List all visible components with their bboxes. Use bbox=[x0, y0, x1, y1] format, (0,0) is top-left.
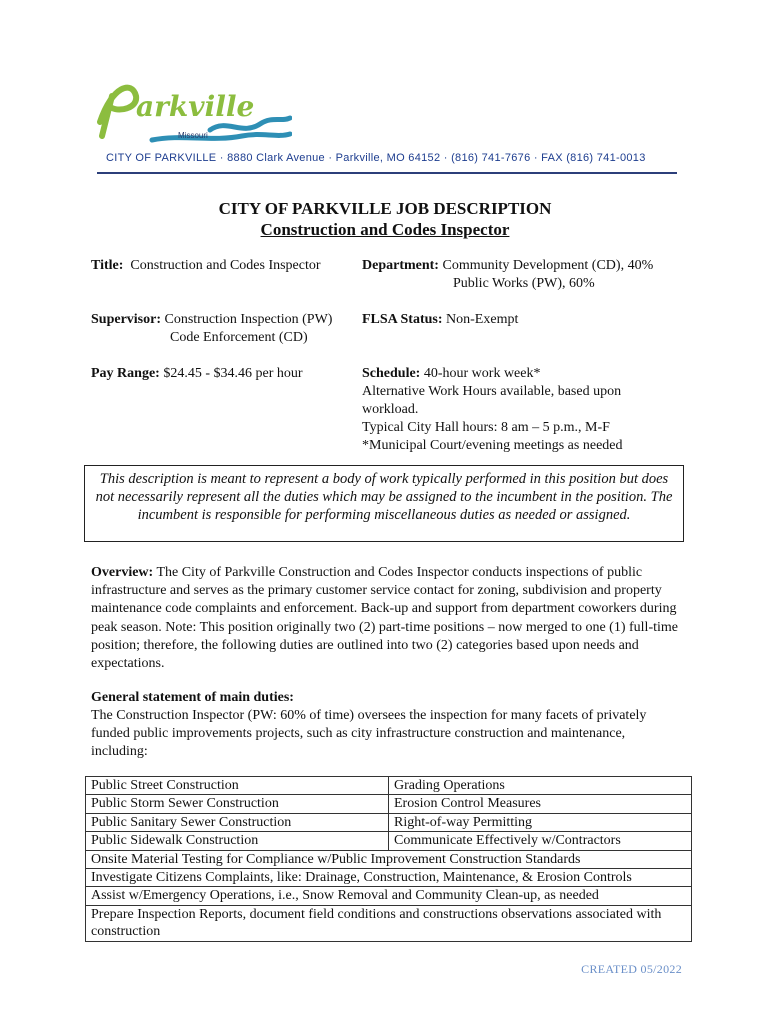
schedule-line: Alternative Work Hours available, based upon bbox=[362, 384, 622, 399]
duty-cell: Grading Operations bbox=[389, 777, 692, 795]
table-row bbox=[86, 777, 692, 795]
title-value: Construction and Codes Inspector bbox=[130, 258, 321, 273]
table-row bbox=[86, 905, 692, 941]
document-title: CITY OF PARKVILLE JOB DESCRIPTION bbox=[218, 199, 552, 218]
schedule-field bbox=[362, 365, 540, 383]
duty-cell: Investigate Citizens Complaints, like: Drainage, Construction, Maintenance, & Erosion Controls bbox=[86, 869, 692, 887]
flsa-value: Non-Exempt bbox=[446, 312, 519, 327]
overview-paragraph bbox=[91, 564, 681, 673]
duty-cell: Public Street Construction bbox=[86, 777, 389, 795]
pay-range-label: Pay Range: bbox=[91, 366, 160, 381]
table-row bbox=[86, 795, 692, 813]
svg-text:arkville: arkville bbox=[136, 90, 255, 123]
disclaimer-box: This description is meant to represent a body of work typically performed in this position but does not necessarily represent all the duties which may be assigned to the incumbent in the position. The incumbent is responsible for performing miscellaneous duties as needed or assigned. bbox=[84, 465, 684, 542]
table-row bbox=[86, 832, 692, 850]
duty-cell: Assist w/Emergency Operations, i.e., Snow Removal and Community Clean-up, as needed bbox=[86, 887, 692, 905]
document-subtitle: Construction and Codes Inspector bbox=[260, 220, 510, 239]
table-row bbox=[86, 869, 692, 887]
overview-label: Overview: bbox=[91, 565, 154, 580]
duty-cell: Public Sanitary Sewer Construction bbox=[86, 813, 389, 831]
duty-cell: Onsite Material Testing for Compliance w/Public Improvement Construction Standards bbox=[86, 850, 692, 868]
table-row bbox=[86, 887, 692, 905]
supervisor-value-1: Construction Inspection (PW) bbox=[164, 312, 333, 327]
supervisor-value-2: Code Enforcement (CD) bbox=[170, 330, 308, 345]
schedule-line: workload. bbox=[362, 402, 419, 417]
department-value-2: Public Works (PW), 60% bbox=[453, 276, 595, 291]
schedule-line: Typical City Hall hours: 8 am – 5 p.m., M-F bbox=[362, 420, 610, 435]
pay-range-value: $24.45 - $34.46 per hour bbox=[163, 366, 303, 381]
letterhead-address: CITY OF PARKVILLE · 8880 Clark Avenue · Parkville, MO 64152 · (816) 741-7676 · FAX (816) 741-0013 bbox=[106, 152, 646, 164]
general-text: The Construction Inspector (PW: 60% of time) oversees the inspection for many facets of privately funded public improvements projects, such as city infrastructure construction and maintenance, including: bbox=[91, 708, 647, 760]
table-row bbox=[86, 850, 692, 868]
general-heading: General statement of main duties: bbox=[91, 690, 294, 705]
duty-cell: Right-of-way Permitting bbox=[389, 813, 692, 831]
flsa-label: FLSA Status: bbox=[362, 312, 443, 327]
duty-cell: Prepare Inspection Reports, document field conditions and constructions observations associated with construction bbox=[86, 905, 692, 941]
title-label: Title: bbox=[91, 258, 124, 273]
department-label: Department: bbox=[362, 258, 439, 273]
duty-cell: Public Sidewalk Construction bbox=[86, 832, 389, 850]
table-row bbox=[86, 813, 692, 831]
title-field bbox=[91, 257, 321, 275]
department-value-1: Community Development (CD), 40% bbox=[442, 258, 654, 273]
schedule-line: *Municipal Court/evening meetings as needed bbox=[362, 438, 623, 453]
department-field bbox=[362, 257, 653, 275]
schedule-value: 40-hour work week* bbox=[423, 366, 541, 381]
duty-cell: Public Storm Sewer Construction bbox=[86, 795, 389, 813]
supervisor-field bbox=[91, 311, 332, 329]
letterhead-rule bbox=[97, 172, 677, 174]
pay-range-field bbox=[91, 365, 303, 383]
supervisor-label: Supervisor: bbox=[91, 312, 161, 327]
duty-cell: Communicate Effectively w/Contractors bbox=[389, 832, 692, 850]
overview-text: The City of Parkville Construction and Codes Inspector conducts inspections of public infrastructure and serves as the primary customer service contact for zoning, subdivision and property maintenance code complaints and enforcement. Back-up and support from department coworkers during peak season. Note: This position originally two (2) part-time positions – now merged to one (1) full-time position; therefore, the following duties are outlined into two (2) categories based upon needs and expectations. bbox=[91, 565, 678, 672]
schedule-label: Schedule: bbox=[362, 366, 421, 381]
created-date-footer: CREATED 05/2022 bbox=[581, 962, 682, 976]
duties-table bbox=[85, 776, 692, 942]
duty-cell: Erosion Control Measures bbox=[389, 795, 692, 813]
flsa-field bbox=[362, 311, 518, 329]
logo-subtitle: Missouri bbox=[178, 131, 208, 140]
